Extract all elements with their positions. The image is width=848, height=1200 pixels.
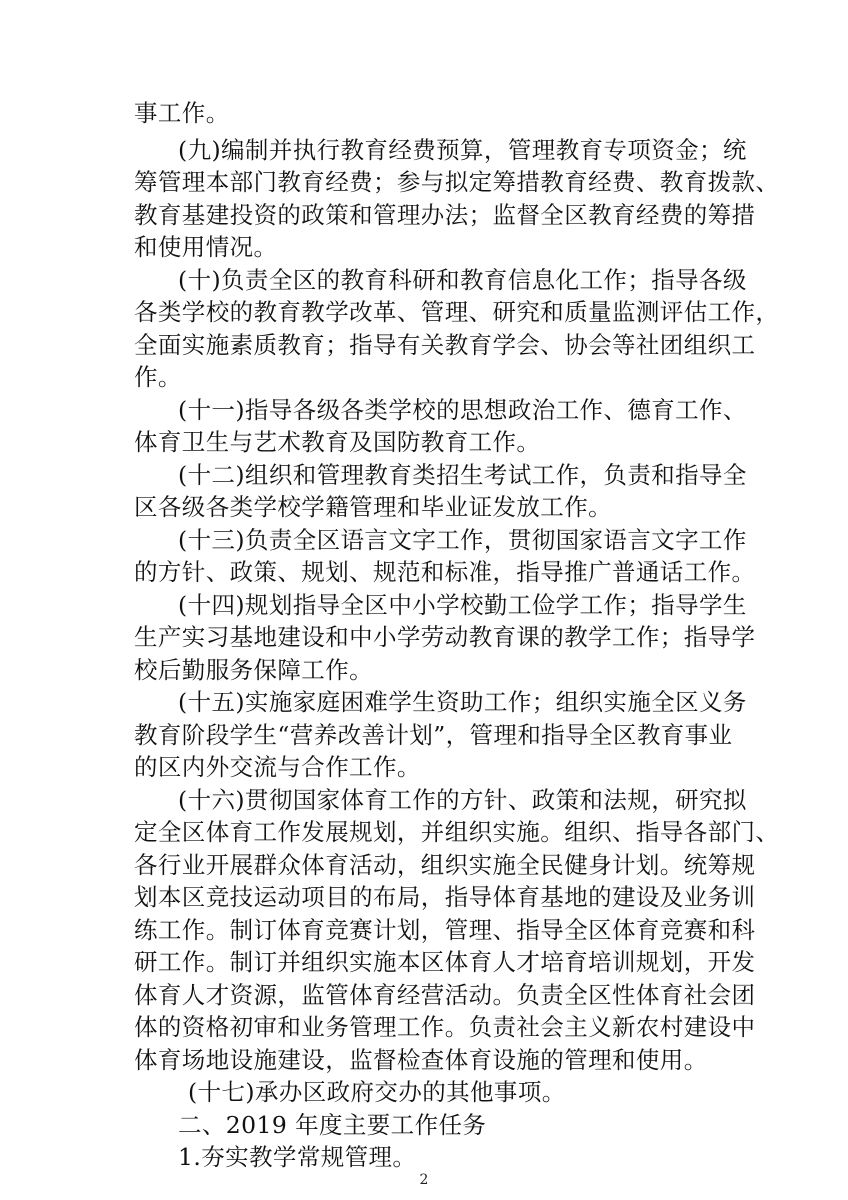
paragraph-item-11: (十一)指导各级各类学校的思想政治工作、德育工作、 — [178, 396, 747, 424]
text-line: 教育阶段学生“营养改善计划”，管理和指导全区教育事业 — [134, 721, 733, 749]
paragraph-item-12: (十二)组织和管理教育类招生考试工作，负责和指导全 — [178, 461, 747, 489]
text-line: 体育人才资源，监管体育经营活动。负责全区性体育社会团 — [134, 981, 756, 1009]
page-number: 2 — [419, 1172, 429, 1188]
text-line: 校后勤服务保障工作。 — [134, 656, 373, 684]
text-line: 作。 — [134, 363, 182, 391]
text-line: 划本区竞技运动项目的布局，指导体育基地的建设及业务训 — [134, 883, 756, 911]
text-line: 各类学校的教育教学改革、管理、研究和质量监测评估工作， — [134, 298, 780, 326]
paragraph-item-13: (十三)负责全区语言文字工作，贯彻国家语言文字工作 — [178, 526, 747, 554]
section-heading: 二、2019 年度主要工作任务 — [178, 1111, 487, 1139]
text-line: 生产实习基地建设和中小学劳动教育课的教学工作；指导学 — [134, 623, 756, 651]
subsection-heading: 1.夯实教学常规管理。 — [178, 1143, 417, 1171]
text-line: 体育场地设施建设，监督检查体育设施的管理和使用。 — [134, 1046, 708, 1074]
text-line: 研工作。制订并组织实施本区体育人才培育培训规划，开发 — [134, 948, 756, 976]
text-line: 的区内外交流与合作工作。 — [134, 753, 421, 781]
text-line: 的方针、政策、规划、规范和标准，指导推广普通话工作。 — [134, 558, 756, 586]
text-line: 各行业开展群众体育活动，组织实施全民健身计划。统筹规 — [134, 851, 756, 879]
paragraph-item-15: (十五)实施家庭困难学生资助工作；组织实施全区义务 — [178, 688, 747, 716]
text-line: 全面实施素质教育；指导有关教育学会、协会等社团组织工 — [134, 331, 756, 359]
text-line: 练工作。制订体育竞赛计划，管理、指导全区体育竞赛和科 — [134, 916, 756, 944]
text-line: 区各级各类学校学籍管理和毕业证发放工作。 — [134, 493, 612, 521]
text-line: 体育卫生与艺术教育及国防教育工作。 — [134, 428, 541, 456]
text-line: 事工作。 — [134, 99, 230, 127]
text-line: 体的资格初审和业务管理工作。负责社会主义新农村建设中 — [134, 1013, 756, 1041]
paragraph-item-16: (十六)贯彻国家体育工作的方针、政策和法规，研究拟 — [178, 786, 747, 814]
text-line: 教育基建投资的政策和管理办法；监督全区教育经费的筹措 — [134, 201, 756, 229]
text-line: 和使用情况。 — [134, 233, 278, 261]
paragraph-item-9: (九)编制并执行教育经费预算，管理教育专项资金；统 — [178, 136, 747, 164]
paragraph-item-10: (十)负责全区的教育科研和教育信息化工作；指导各级 — [178, 266, 747, 294]
text-line: 定全区体育工作发展规划，并组织实施。组织、指导各部门、 — [134, 818, 780, 846]
paragraph-item-17: (十七)承办区政府交办的其他事项。 — [188, 1078, 566, 1106]
text-line: 筹管理本部门教育经费；参与拟定筹措教育经费、教育拨款、 — [134, 168, 780, 196]
paragraph-item-14: (十四)规划指导全区中小学校勤工俭学工作；指导学生 — [178, 591, 747, 619]
